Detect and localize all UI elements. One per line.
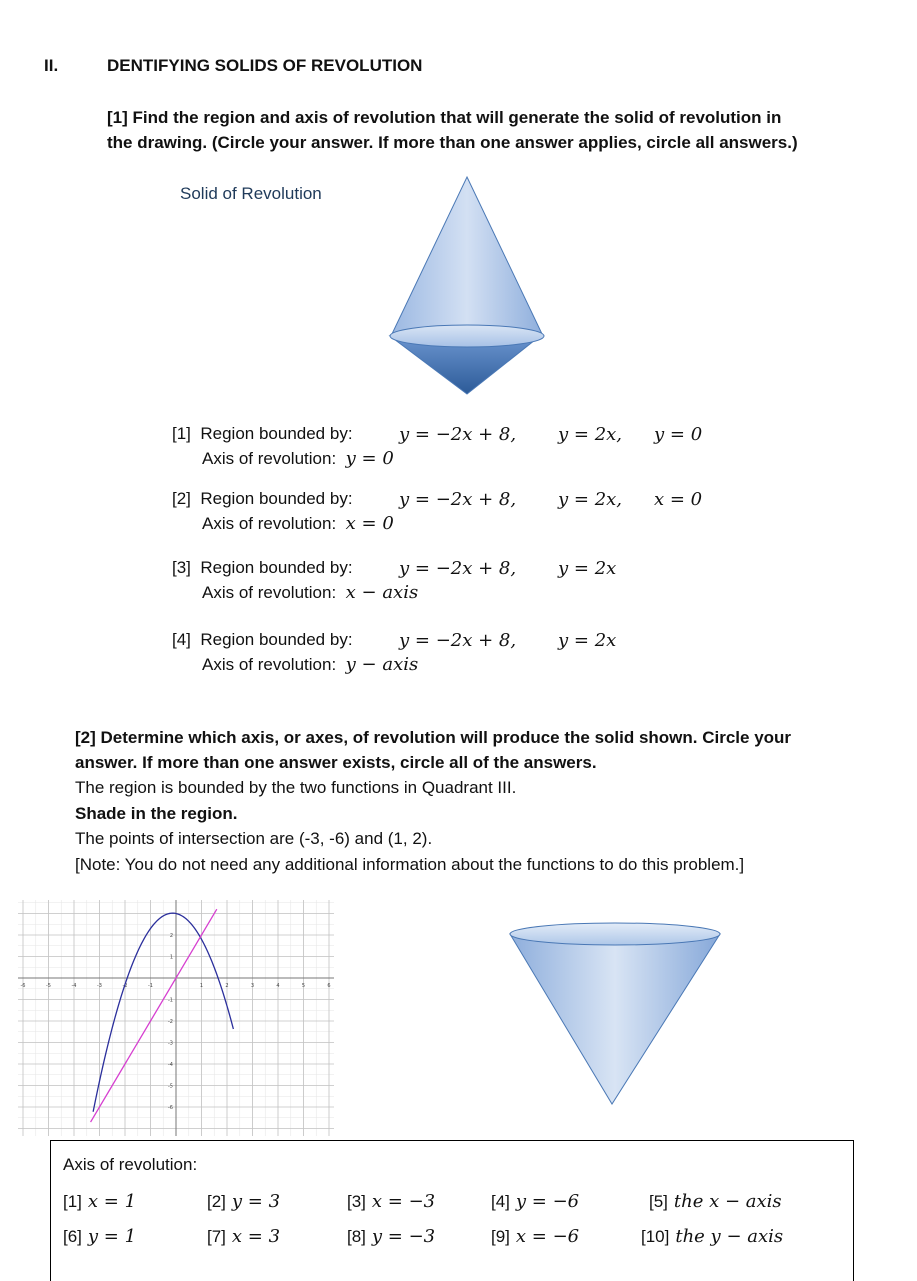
section-title: DENTIFYING SOLIDS OF REVOLUTION xyxy=(107,56,423,75)
y-tick-label: -3 xyxy=(168,1040,173,1047)
double-cone-figure xyxy=(385,172,550,397)
axis-choice-8[interactable]: [8] y = −3 xyxy=(347,1226,436,1247)
axis-label: Axis of revolution: xyxy=(202,449,337,468)
axis-label: Axis of revolution: xyxy=(202,655,337,674)
inverted-cone-figure xyxy=(505,918,725,1108)
option-tag: [3] xyxy=(172,558,191,577)
cone-top-disc xyxy=(510,923,720,945)
cone-body xyxy=(510,934,720,1104)
x-tick-label: 3 xyxy=(250,983,255,989)
line-y-2x xyxy=(91,909,217,1122)
y-tick-label: 2 xyxy=(169,933,173,939)
x-tick-label: -1 xyxy=(148,983,153,989)
axis-choices-box xyxy=(50,1140,854,1281)
problem2-line4: Shade in the region. xyxy=(75,804,238,823)
region-label: Region bounded by: xyxy=(200,424,353,443)
axis-equation: y = 0 xyxy=(345,448,394,469)
axis-choice-2[interactable]: [2] y = 3 xyxy=(207,1191,281,1212)
axis-box-title: Axis of revolution: xyxy=(63,1155,198,1174)
problem2-line5: The points of intersection are (-3, -6) and (1, 2). xyxy=(75,829,433,848)
y-tick-label: -5 xyxy=(168,1083,173,1090)
region-label: Region bounded by: xyxy=(200,630,353,649)
problem2-line3: The region is bounded by the two functions in Quadrant III. xyxy=(75,778,517,797)
equation: y = 2x xyxy=(558,558,617,579)
x-tick-label: 6 xyxy=(327,983,331,989)
x-tick-label: -3 xyxy=(97,983,102,989)
equation: y = −2x + 8, xyxy=(399,630,517,651)
section-number: II. xyxy=(44,56,59,75)
x-tick-label: 1 xyxy=(199,983,204,989)
equation: y = 0 xyxy=(654,424,703,445)
x-tick-label: -4 xyxy=(71,983,77,989)
y-tick-label: -4 xyxy=(168,1062,173,1068)
base-disc xyxy=(390,325,544,347)
axis-choice-9[interactable]: [9] x = −6 xyxy=(491,1226,580,1247)
axis-equation: x = 0 xyxy=(345,513,394,534)
problem2-prompt-line2: answer. If more than one answer exists, circle all of the answers. xyxy=(75,753,597,772)
equation: y = 2x, xyxy=(558,424,623,445)
equation: x = 0 xyxy=(654,489,703,510)
option-tag: [1] xyxy=(172,424,191,443)
axis-choice-4[interactable]: [4] y = −6 xyxy=(491,1191,580,1212)
y-tick-label: -6 xyxy=(168,1105,173,1111)
equation: y = −2x + 8, xyxy=(399,489,517,510)
x-tick-label: 2 xyxy=(225,983,229,989)
equation: y = 2x xyxy=(558,630,617,651)
axis-label: Axis of revolution: xyxy=(202,514,337,533)
x-tick-label: 5 xyxy=(301,983,306,989)
axis-choice-6[interactable]: [6] y = 1 xyxy=(63,1226,137,1247)
option-tag: [2] xyxy=(172,489,191,508)
axis-choice-10[interactable]: [10] the y − axis xyxy=(641,1226,784,1247)
axis-equation: y − axis xyxy=(345,654,419,675)
equation: y = −2x + 8, xyxy=(399,424,517,445)
solid-figure-label: Solid of Revolution xyxy=(180,184,322,203)
y-tick-label: -1 xyxy=(168,997,173,1004)
problem1-prompt-line1: [1] Find the region and axis of revolution that will generate the solid of revolution in xyxy=(107,108,782,127)
x-tick-label: -2 xyxy=(122,983,128,989)
region-label: Region bounded by: xyxy=(200,489,353,508)
axis-choice-5[interactable]: [5] the x − axis xyxy=(649,1191,782,1212)
upper-cone xyxy=(391,177,543,336)
function-graph xyxy=(18,900,334,1136)
equation: y = −2x + 8, xyxy=(399,558,517,579)
axis-equation: x − axis xyxy=(345,582,419,603)
axis-choice-7[interactable]: [7] x = 3 xyxy=(207,1226,281,1247)
region-label: Region bounded by: xyxy=(200,558,353,577)
option-tag: [4] xyxy=(172,630,191,649)
x-tick-label: -5 xyxy=(46,983,51,989)
problem2-line6: [Note: You do not need any additional information about the functions to do this problem.] xyxy=(75,855,745,874)
y-tick-label: 1 xyxy=(169,954,173,961)
axis-label: Axis of revolution: xyxy=(202,583,337,602)
problem1-prompt-line2: the drawing. (Circle your answer. If more than one answer applies, circle all answers.) xyxy=(107,133,798,152)
axis-choice-1[interactable]: [1] x = 1 xyxy=(63,1191,137,1212)
axis-choice-3[interactable]: [3] x = −3 xyxy=(347,1191,436,1212)
equation: y = 2x, xyxy=(558,489,623,510)
x-tick-label: 4 xyxy=(276,983,280,989)
problem2-prompt-line1: [2] Determine which axis, or axes, of revolution will produce the solid shown. Circle your xyxy=(75,728,792,747)
y-tick-label: -2 xyxy=(168,1019,173,1025)
x-tick-label: -6 xyxy=(20,983,26,989)
